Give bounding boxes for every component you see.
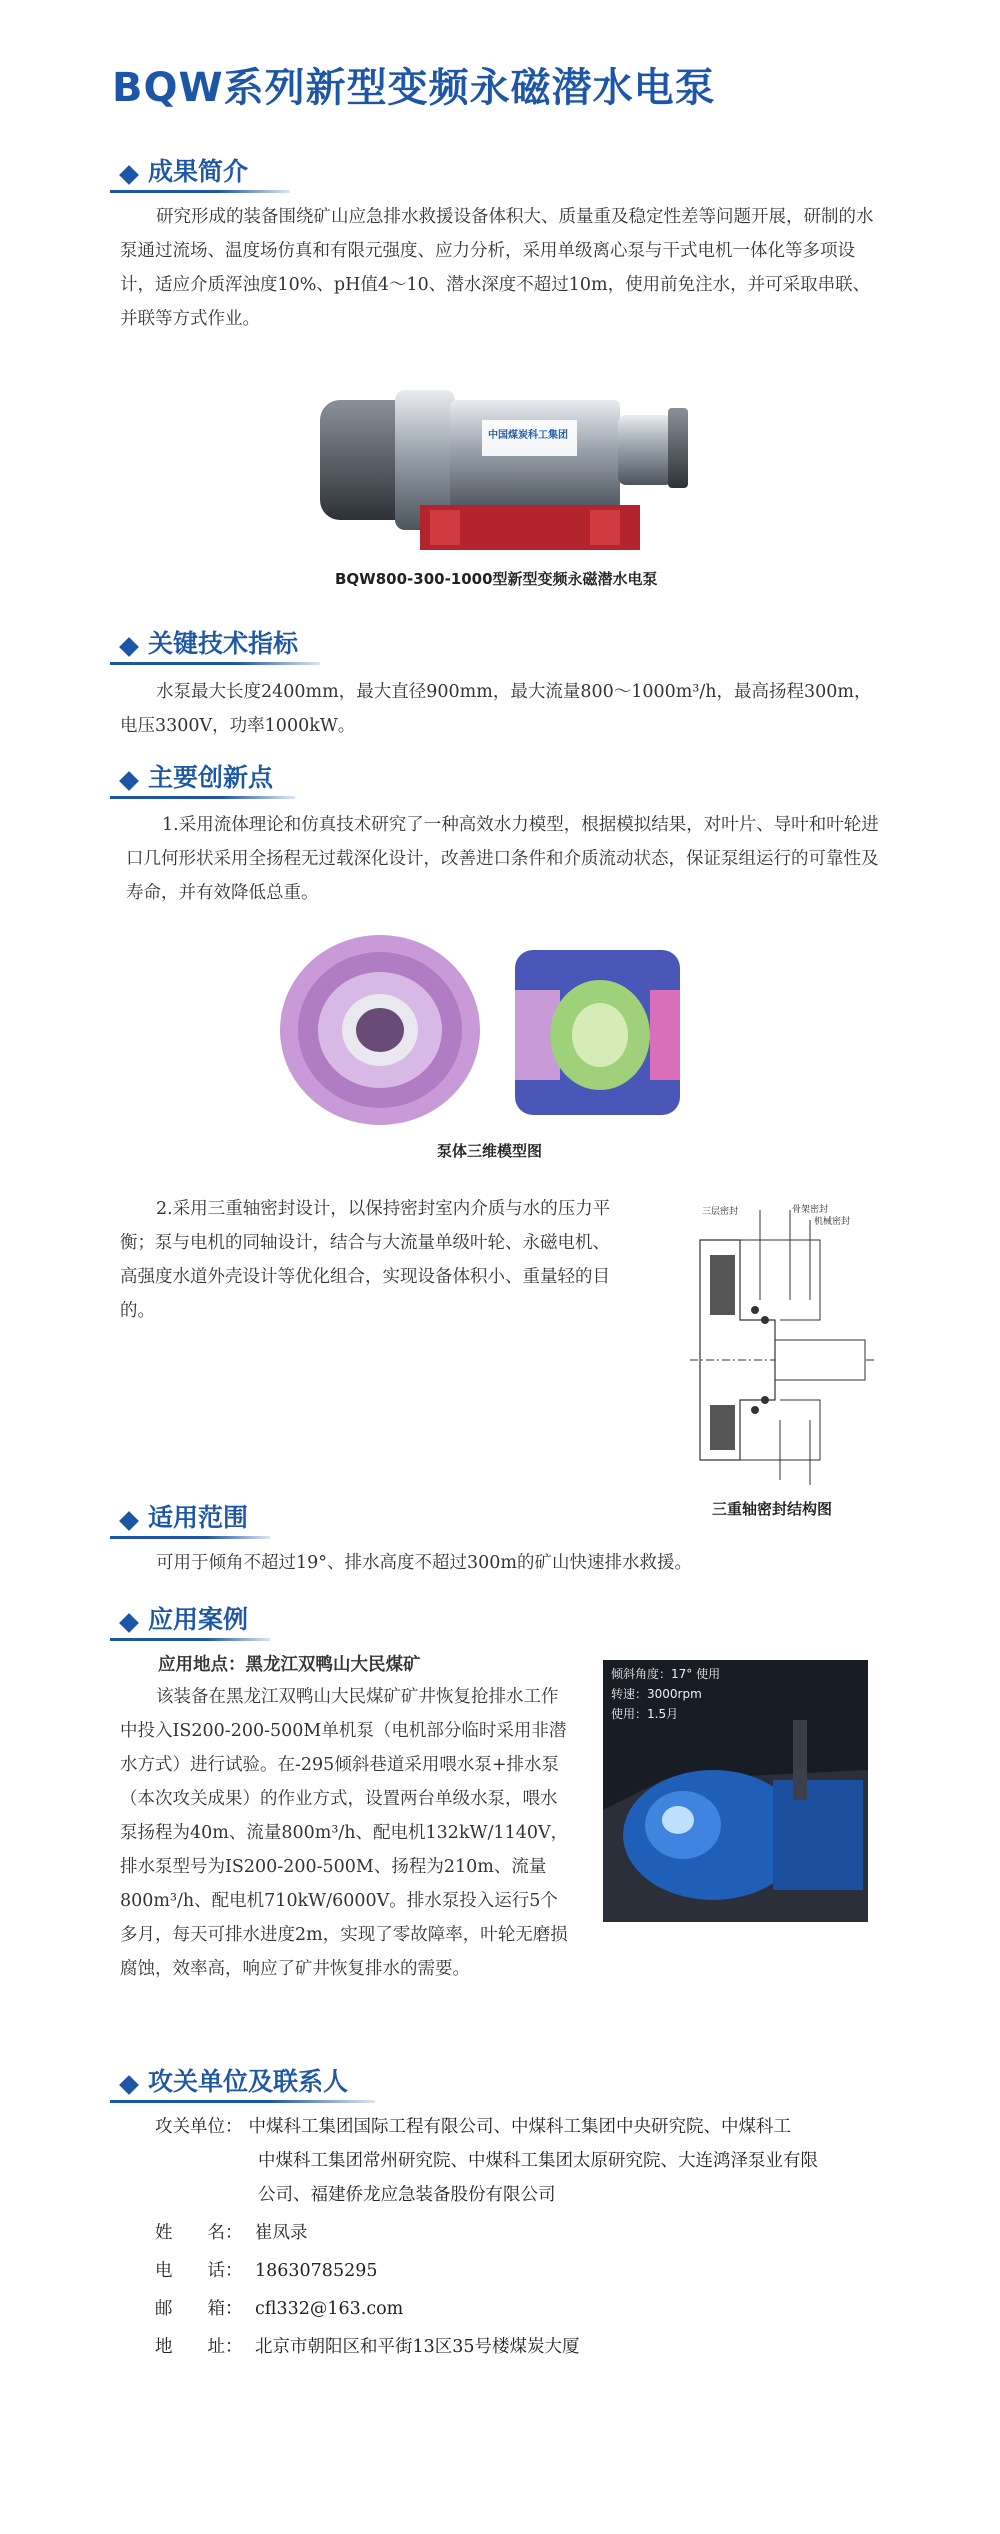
contact-phone: 18630785295 [255,2261,378,2281]
pump-3d-model-image [270,930,700,1130]
seal-diagram-caption: 三重轴密封结构图 [712,1500,833,1518]
phone-key: 电话 [155,2261,225,2281]
photo-overlay-text [611,1664,720,1724]
section-heading: 攻关单位及联系人 [148,2067,349,2096]
innovation-point-1: 1.采用流体理论和仿真技术研究了一种高效水力模型，根据模拟结果，对叶片、导叶和叶轮进口几何形状采用全扬程无过载深化设计，改善进口条件和介质流动状态，保证泵组运行的可靠性及寿命，并有效降低总重。 [126,815,879,903]
pump-3d-caption: 泵体三维模型图 [437,1142,543,1160]
photo-overlay-line: 倾斜角度：17° 使用 [611,1667,721,1681]
diamond-bullet-icon [119,1613,139,1633]
section-underline [110,190,290,193]
specs-paragraph: 水泵最大长度2400mm，最大直径900mm，最大流量800～1000m³/h，最高扬程300m，电压3300V，功率1000kW。 [120,682,872,736]
contact-units-row [155,2110,791,2144]
seal-label-1: 三层密封 [702,1207,739,1217]
case-location: 应用地点：黑龙江双鸭山大民煤矿 [158,1655,421,1675]
triple-seal-diagram [680,1200,880,1490]
contact-email[interactable]: cfl332@163.com [255,2299,404,2319]
section-underline [110,1536,270,1539]
page-title: BQW系列新型变频永磁潜水电泵 [112,65,716,111]
section-underline [110,1638,270,1641]
email-key: 邮箱 [155,2299,225,2319]
units-key: 攻关单位： [155,2117,243,2137]
section-heading: 应用案例 [148,1605,249,1634]
diamond-bullet-icon [119,637,139,657]
case-paragraph: 该装备在黑龙江双鸭山大民煤矿矿井恢复抢排水工作中投入IS200-200-500M单机泵（电机部分临时采用非潜水方式）进行试验。在-295倾斜巷道采用喂水泵+排水泵（本次攻关成果）的作业方式，设置两台单级水泵，喂水泵扬程为40m、流量800m³/h、配电机132kW/1140V，排水泵型号为IS200-200-500M、扬程为210m、流量800m³/h、配电机710kW/6000V。排水泵投入运行5个多月，每天可排水进度2m，实现了零故障率，叶轮无磨损腐蚀，效率高，响应了矿井恢复排水的需要。 [120,1687,569,1979]
section-heading: 主要创新点 [148,763,274,792]
intro-paragraph: 研究形成的装备围绕矿山应急排水救援设备体积大、质量重及稳定性差等问题开展，研制的水泵通过流场、温度场仿真和有限元强度、应力分析，采用单级离心泵与干式电机一体化等多项设计，适应介质浑浊度10%、pH值4～10、潜水深度不超过10m，使用前免注水，并可采取串联、并联等方式作业。 [120,207,874,329]
units-line-2: 中煤科工集团常州研究院、中煤科工集团太原研究院、大连鸿泽泵业有限 [258,2151,818,2171]
name-key: 姓名 [155,2223,225,2243]
section-underline [110,796,295,799]
pump-badge-text: 中国煤炭科工集团 [488,430,568,441]
section-heading: 成果简介 [148,157,249,186]
scope-paragraph: 可用于倾角不超过19°、排水高度不超过300m的矿山快速排水救援。 [156,1553,693,1573]
photo-overlay-line: 使用：1.5月 [611,1707,679,1721]
contact-phone-row: 电话： 18630785295 [155,2254,377,2288]
units-line-1: 中煤科工集团国际工程有限公司、中煤科工集团中央研究院、中煤科工 [248,2117,791,2137]
diamond-bullet-icon [119,771,139,791]
contact-address: 北京市朝阳区和平街13区35号楼煤炭大厦 [255,2337,580,2357]
photo-overlay-line: 转速：3000rpm [611,1687,702,1701]
section-heading: 关键技术指标 [148,629,299,658]
section-heading: 适用范围 [148,1503,249,1532]
units-line-3: 公司、福建侨龙应急装备股份有限公司 [258,2185,556,2205]
innovation-point-2: 2.采用三重轴密封设计，以保持密封室内介质与水的压力平衡；泵与电机的同轴设计，结合与大流量单级叶轮、永磁电机、高强度水道外壳设计等优化组合，实现设备体积小、重量轻的目的。 [120,1199,611,1321]
pump-product-image [300,360,700,560]
section-underline [110,2100,375,2103]
contact-name: 崔凤录 [255,2223,308,2243]
seal-label-3: 机械密封 [814,1217,851,1227]
address-key: 地址 [155,2337,225,2357]
contact-address-row: 地址： 北京市朝阳区和平街13区35号楼煤炭大厦 [155,2330,580,2364]
section-underline [110,662,320,665]
contact-email-row: 邮箱： cfl332@163.com [155,2292,403,2326]
contact-name-row: 姓名： 崔凤录 [155,2216,308,2250]
pump-image-caption: BQW800-300-1000型新型变频永磁潜水电泵 [335,570,658,588]
diamond-bullet-icon [119,165,139,185]
diamond-bullet-icon [119,1511,139,1531]
diamond-bullet-icon [119,2075,139,2095]
seal-label-2: 骨架密封 [792,1205,829,1215]
case-site-photo [603,1660,868,1922]
